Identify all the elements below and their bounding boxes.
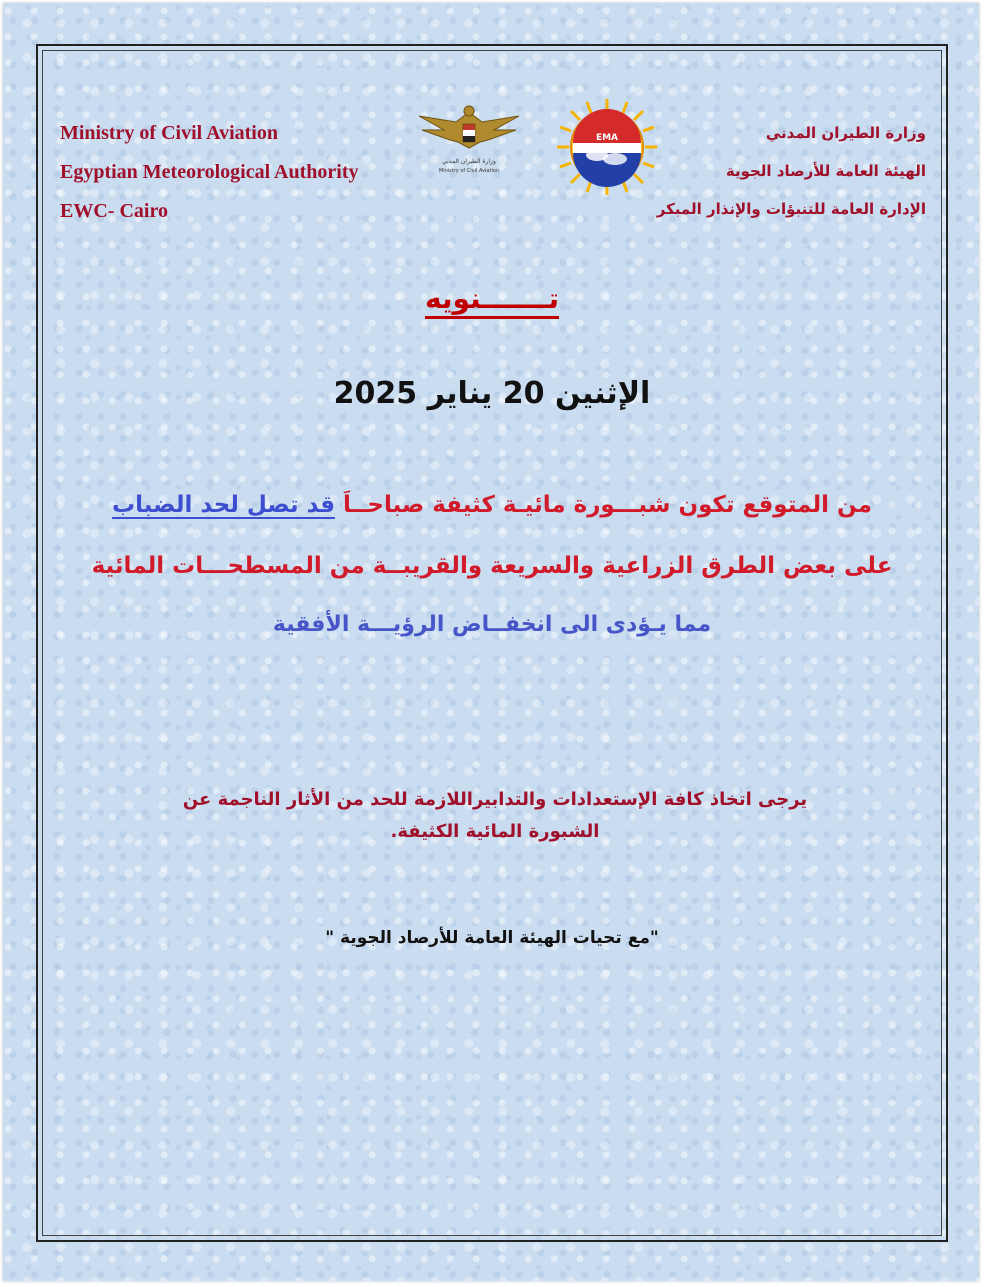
ema-sun-logo — [553, 97, 661, 197]
ministry-eagle-logo — [414, 100, 524, 180]
header-center: EWC- Cairo — [60, 200, 168, 222]
header-english — [60, 114, 359, 231]
notice-date: الإثنين 20 يناير 2025 — [333, 376, 651, 411]
forecast-line-2: على بعض الطرق الزراعية والسريعة والقريبــة من المسطحـــات المائية — [91, 553, 893, 579]
header-center-ar: الإدارة العامة للتنبؤات والإنذار المبكر — [656, 200, 926, 218]
greeting: "مع تحيات الهيئة العامة للأرصاد الجوية " — [325, 928, 659, 948]
header-authority: Egyptian Meteorological Authority — [60, 161, 359, 183]
forecast-line-1 — [40, 492, 944, 518]
advice-paragraph: يرجى اتخاذ كافة الإستعدادات والتدابيراللازمة للحد من الأثار الناجمة عن الشبورة المائية الكثيفة. — [182, 789, 808, 842]
eagle-logo-arabic: وزارة الطيران المدني — [442, 158, 496, 165]
header-ministry-ar: وزارة الطيران المدني — [765, 124, 926, 142]
header-ministry: Ministry of Civil Aviation — [60, 122, 278, 144]
ema-logo-label: EMA — [595, 133, 619, 143]
header-authority-ar: الهيئة العامة للأرصاد الجوية — [725, 162, 926, 180]
notice-title: تـــــــنويه — [425, 282, 559, 315]
forecast-line-1-blue: قد تصل لحد الضباب — [112, 492, 336, 518]
forecast-line-3: مما يـؤدى الى انخفــاض الرؤيـــة الأفقية — [272, 612, 712, 637]
forecast-line-1-red: من المتوقع تكون شبـــورة مائيـة كثيفة صباحــاَ — [335, 492, 872, 518]
header-arabic — [657, 114, 926, 228]
eagle-logo-english: Ministry of Civil Aviation — [438, 168, 500, 174]
